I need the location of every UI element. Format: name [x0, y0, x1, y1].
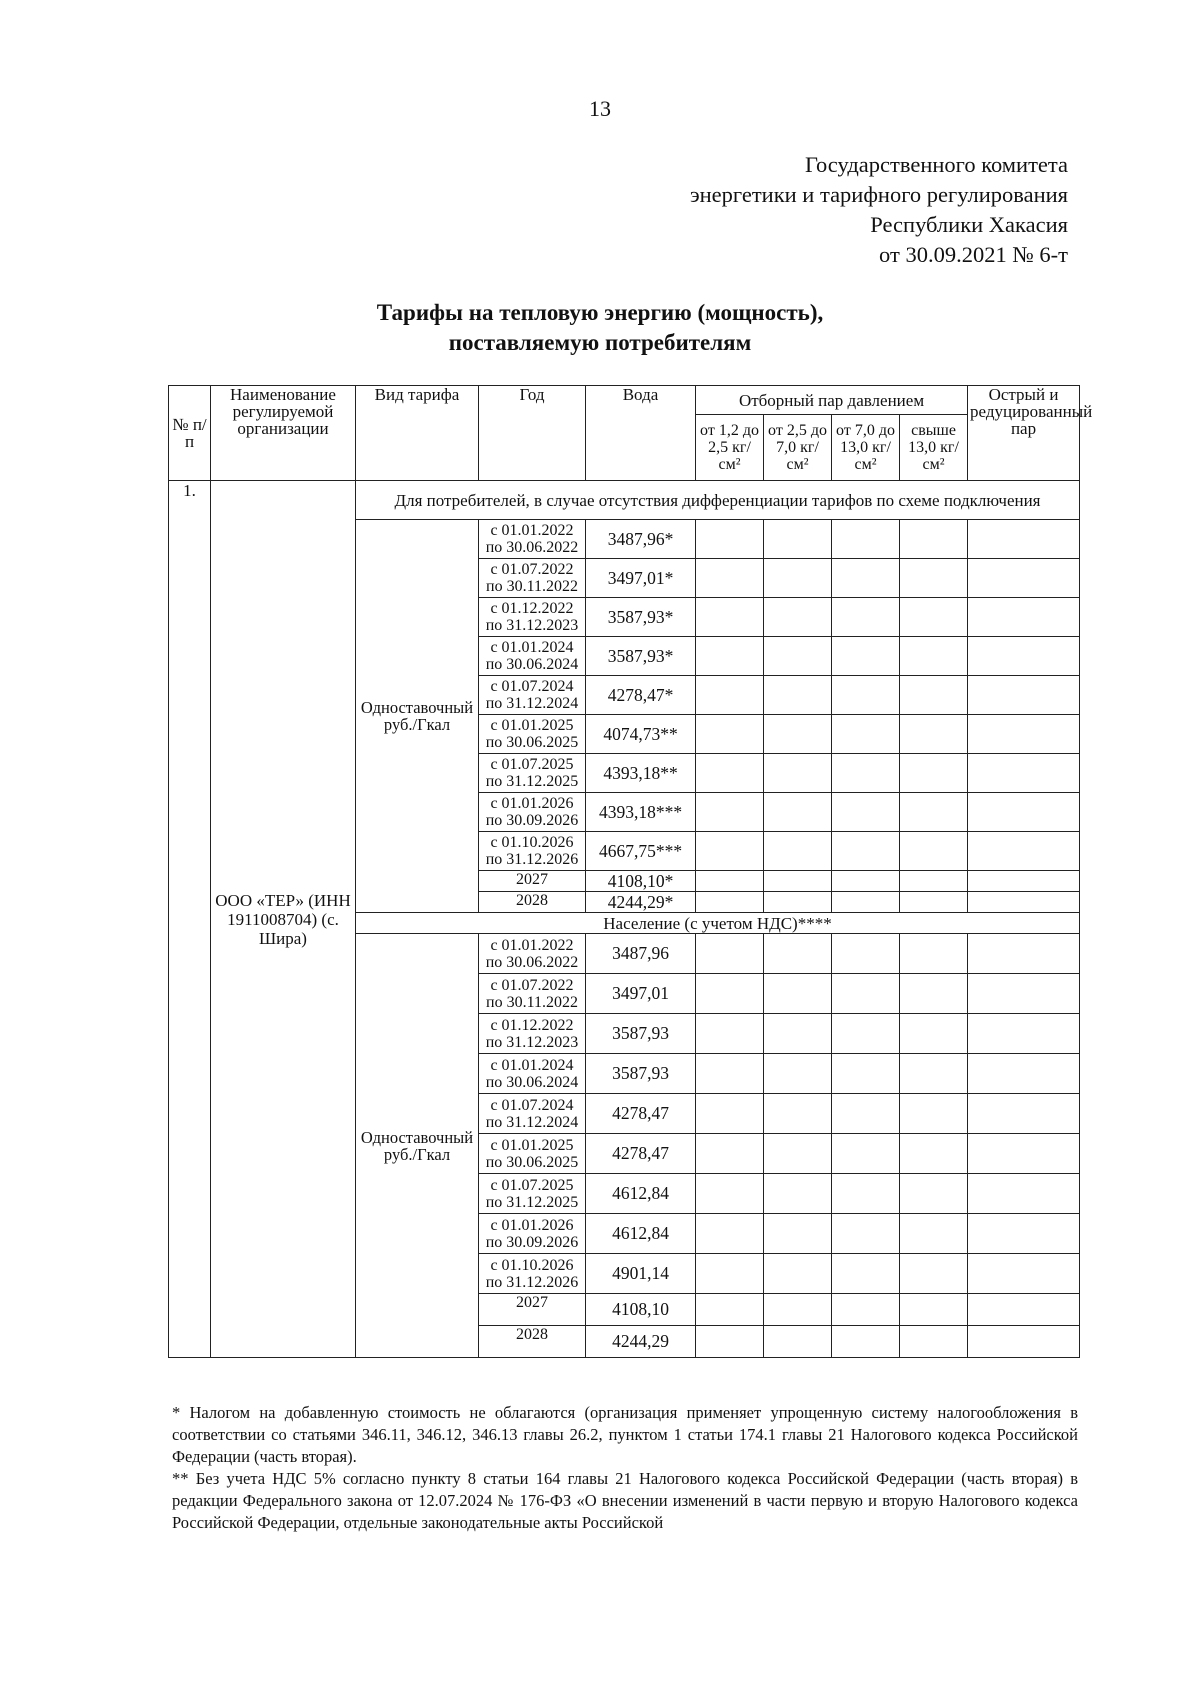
period-cell: с 01.01.2022 по 30.06.2022 [479, 520, 586, 559]
period-cell: с 01.01.2022 по 30.06.2022 [479, 934, 586, 974]
tariff-type-cell: Одноставочный руб./Гкал [356, 934, 479, 1358]
empty-cell [764, 676, 832, 715]
empty-cell [696, 754, 764, 793]
section-title: Население (с учетом НДС)**** [356, 913, 1080, 934]
period-cell: с 01.10.2026 по 31.12.2026 [479, 832, 586, 871]
empty-cell [968, 1174, 1080, 1214]
empty-cell [696, 1294, 764, 1326]
empty-cell [968, 1054, 1080, 1094]
empty-cell [900, 1326, 968, 1358]
header-num: № п/п [169, 386, 211, 481]
water-value-cell: 4612,84 [586, 1174, 696, 1214]
title-line-2: поставляемую потребителям [448, 330, 752, 355]
empty-cell [900, 934, 968, 974]
section-row [169, 481, 1080, 520]
empty-cell [900, 754, 968, 793]
empty-cell [764, 974, 832, 1014]
water-value-cell: 3587,93* [586, 637, 696, 676]
water-value-cell: 4278,47 [586, 1094, 696, 1134]
period-cell: с 01.07.2024 по 31.12.2024 [479, 676, 586, 715]
empty-cell [900, 1054, 968, 1094]
empty-cell [696, 598, 764, 637]
water-value-cell: 4278,47* [586, 676, 696, 715]
period-cell: с 01.10.2026 по 31.12.2026 [479, 1254, 586, 1294]
empty-cell [832, 520, 900, 559]
footnote-1: * Налогом на добавленную стоимость не облагаются (организация применяет упрощенную систему налогообложения в соответствии со статьями 346.11, 346.12, 346.13 главы 26.2, пунктом 1 статьи 174.1 главы 21 Налогового кодекса Российской Федерации (часть вторая). [172, 1403, 1078, 1466]
document-header [690, 150, 1068, 270]
empty-cell [900, 1134, 968, 1174]
header-year: Год [479, 386, 586, 481]
document-title [0, 298, 1200, 358]
empty-cell [832, 1094, 900, 1134]
empty-cell [696, 1134, 764, 1174]
water-value-cell: 4074,73** [586, 715, 696, 754]
empty-cell [764, 637, 832, 676]
empty-cell [900, 676, 968, 715]
water-value-cell: 4393,18** [586, 754, 696, 793]
header-line-1: Государственного комитета [804, 152, 1068, 177]
empty-cell [968, 1014, 1080, 1054]
empty-cell [696, 1054, 764, 1094]
empty-cell [900, 715, 968, 754]
period-cell: 2027 [479, 871, 586, 892]
empty-cell [968, 715, 1080, 754]
empty-cell [832, 715, 900, 754]
empty-cell [764, 598, 832, 637]
empty-cell [696, 1174, 764, 1214]
empty-cell [968, 934, 1080, 974]
water-value-cell: 3497,01 [586, 974, 696, 1014]
period-cell: с 01.01.2026 по 30.09.2026 [479, 1214, 586, 1254]
period-cell: с 01.01.2025 по 30.06.2025 [479, 715, 586, 754]
empty-cell [968, 1094, 1080, 1134]
header-steam-4: свыше 13,0 кг/см² [900, 415, 968, 481]
empty-cell [832, 974, 900, 1014]
water-value-cell: 3487,96* [586, 520, 696, 559]
empty-cell [764, 1294, 832, 1326]
period-cell: 2028 [479, 892, 586, 913]
footnote-2: ** Без учета НДС 5% согласно пункту 8 статьи 164 главы 21 Налогового кодекса Российской Федерации (часть вторая) в редакции Федерального закона от 12.07.2024 № 176-ФЗ «О внесении изменений в части первую и вторую Налогового кодекса Российской Федерации, отдельные законодательные акты Российской [172, 1469, 1078, 1532]
empty-cell [832, 754, 900, 793]
empty-cell [968, 1294, 1080, 1326]
empty-cell [764, 754, 832, 793]
water-value-cell: 3587,93 [586, 1014, 696, 1054]
empty-cell [832, 892, 900, 913]
header-org: Наименование регулируемой организации [211, 386, 356, 481]
empty-cell [696, 892, 764, 913]
empty-cell [696, 1326, 764, 1358]
period-cell: с 01.12.2022 по 31.12.2023 [479, 1014, 586, 1054]
empty-cell [764, 520, 832, 559]
water-value-cell: 4244,29* [586, 892, 696, 913]
empty-cell [968, 637, 1080, 676]
empty-cell [832, 559, 900, 598]
empty-cell [968, 598, 1080, 637]
empty-cell [900, 637, 968, 676]
header-sharp-steam: Острый и редуцированный пар [968, 386, 1080, 481]
water-value-cell: 3497,01* [586, 559, 696, 598]
row-number: 1. [169, 481, 211, 1358]
water-value-cell: 4612,84 [586, 1214, 696, 1254]
period-cell: с 01.07.2024 по 31.12.2024 [479, 1094, 586, 1134]
empty-cell [900, 1294, 968, 1326]
empty-cell [832, 832, 900, 871]
header-steam-2: от 2,5 до 7,0 кг/см² [764, 415, 832, 481]
empty-cell [764, 1054, 832, 1094]
water-value-cell: 3487,96 [586, 934, 696, 974]
empty-cell [764, 793, 832, 832]
empty-cell [968, 559, 1080, 598]
header-water: Вода [586, 386, 696, 481]
tariff-table [168, 385, 1093, 1358]
empty-cell [696, 715, 764, 754]
empty-cell [764, 1094, 832, 1134]
empty-cell [764, 1214, 832, 1254]
period-cell: с 01.07.2022 по 30.11.2022 [479, 974, 586, 1014]
table-body [169, 481, 1080, 1358]
water-value-cell: 4244,29 [586, 1326, 696, 1358]
empty-cell [832, 637, 900, 676]
table-header [169, 385, 1093, 481]
empty-cell [832, 676, 900, 715]
empty-cell [900, 520, 968, 559]
empty-cell [968, 1214, 1080, 1254]
water-value-cell: 3587,93* [586, 598, 696, 637]
empty-cell [832, 934, 900, 974]
tariff-type-cell: Одноставочный руб./Гкал [356, 520, 479, 913]
empty-cell [696, 1214, 764, 1254]
empty-cell [832, 1214, 900, 1254]
section-title: Для потребителей, в случае отсутствия дифференциации тарифов по схеме подключения [356, 481, 1080, 520]
header-steam-3: от 7,0 до 13,0 кг/см² [832, 415, 900, 481]
organization-name: ООО «ТЕР» (ИНН 1911008704) (с. Шира) [211, 481, 356, 1358]
water-value-cell: 4108,10* [586, 871, 696, 892]
period-cell: с 01.07.2025 по 31.12.2025 [479, 1174, 586, 1214]
empty-cell [900, 832, 968, 871]
empty-cell [968, 793, 1080, 832]
empty-cell [968, 974, 1080, 1014]
period-cell: с 01.01.2026 по 30.09.2026 [479, 793, 586, 832]
empty-cell [900, 892, 968, 913]
title-line-1: Тарифы на тепловую энергию (мощность), [376, 300, 824, 325]
header-line-4: от 30.09.2021 № 6-т [879, 242, 1068, 267]
water-value-cell: 4108,10 [586, 1294, 696, 1326]
period-cell: 2028 [479, 1326, 586, 1358]
empty-cell [764, 1014, 832, 1054]
footnotes [172, 1402, 1078, 1534]
empty-cell [900, 974, 968, 1014]
empty-cell [900, 1174, 968, 1214]
empty-cell [764, 934, 832, 974]
period-cell: с 01.07.2022 по 30.11.2022 [479, 559, 586, 598]
empty-cell [900, 1014, 968, 1054]
water-value-cell: 4393,18*** [586, 793, 696, 832]
empty-cell [900, 1214, 968, 1254]
empty-cell [764, 871, 832, 892]
water-value-cell: 4278,47 [586, 1134, 696, 1174]
empty-cell [832, 1014, 900, 1054]
empty-cell [696, 637, 764, 676]
empty-cell [832, 1326, 900, 1358]
empty-cell [900, 559, 968, 598]
empty-cell [764, 1326, 832, 1358]
empty-cell [968, 871, 1080, 892]
period-cell: с 01.12.2022 по 31.12.2023 [479, 598, 586, 637]
empty-cell [696, 1254, 764, 1294]
empty-cell [764, 1134, 832, 1174]
empty-cell [696, 974, 764, 1014]
header-steam-1: от 1,2 до 2,5 кг/см² [696, 415, 764, 481]
empty-cell [764, 1254, 832, 1294]
empty-cell [832, 1294, 900, 1326]
header-tariff-type: Вид тарифа [356, 386, 479, 481]
page-number: 13 [589, 96, 611, 121]
empty-cell [832, 793, 900, 832]
empty-cell [832, 871, 900, 892]
empty-cell [900, 598, 968, 637]
header-line-2: энергетики и тарифного регулирования [689, 182, 1068, 207]
empty-cell [968, 892, 1080, 913]
empty-cell [968, 754, 1080, 793]
empty-cell [900, 793, 968, 832]
empty-cell [696, 559, 764, 598]
empty-cell [900, 1094, 968, 1134]
empty-cell [696, 934, 764, 974]
water-value-cell: 3587,93 [586, 1054, 696, 1094]
period-cell: с 01.07.2025 по 31.12.2025 [479, 754, 586, 793]
empty-cell [968, 676, 1080, 715]
empty-cell [968, 1254, 1080, 1294]
empty-cell [696, 520, 764, 559]
empty-cell [764, 832, 832, 871]
empty-cell [696, 832, 764, 871]
empty-cell [696, 1014, 764, 1054]
empty-cell [764, 892, 832, 913]
empty-cell [832, 1174, 900, 1214]
empty-cell [764, 1174, 832, 1214]
empty-cell [832, 1134, 900, 1174]
empty-cell [968, 520, 1080, 559]
empty-cell [900, 1254, 968, 1294]
empty-cell [968, 832, 1080, 871]
empty-cell [968, 1134, 1080, 1174]
empty-cell [764, 715, 832, 754]
water-value-cell: 4901,14 [586, 1254, 696, 1294]
empty-cell [696, 1094, 764, 1134]
period-cell: с 01.01.2025 по 30.06.2025 [479, 1134, 586, 1174]
period-cell: с 01.01.2024 по 30.06.2024 [479, 637, 586, 676]
period-cell: с 01.01.2024 по 30.06.2024 [479, 1054, 586, 1094]
water-value-cell: 4667,75*** [586, 832, 696, 871]
empty-cell [764, 559, 832, 598]
empty-cell [832, 1054, 900, 1094]
empty-cell [696, 793, 764, 832]
period-cell: 2027 [479, 1294, 586, 1326]
header-steam: Отборный пар давлением [696, 386, 968, 415]
header-line-3: Республики Хакасия [870, 212, 1068, 237]
empty-cell [968, 1326, 1080, 1358]
empty-cell [900, 871, 968, 892]
empty-cell [832, 1254, 900, 1294]
empty-cell [832, 598, 900, 637]
empty-cell [696, 676, 764, 715]
empty-cell [696, 871, 764, 892]
